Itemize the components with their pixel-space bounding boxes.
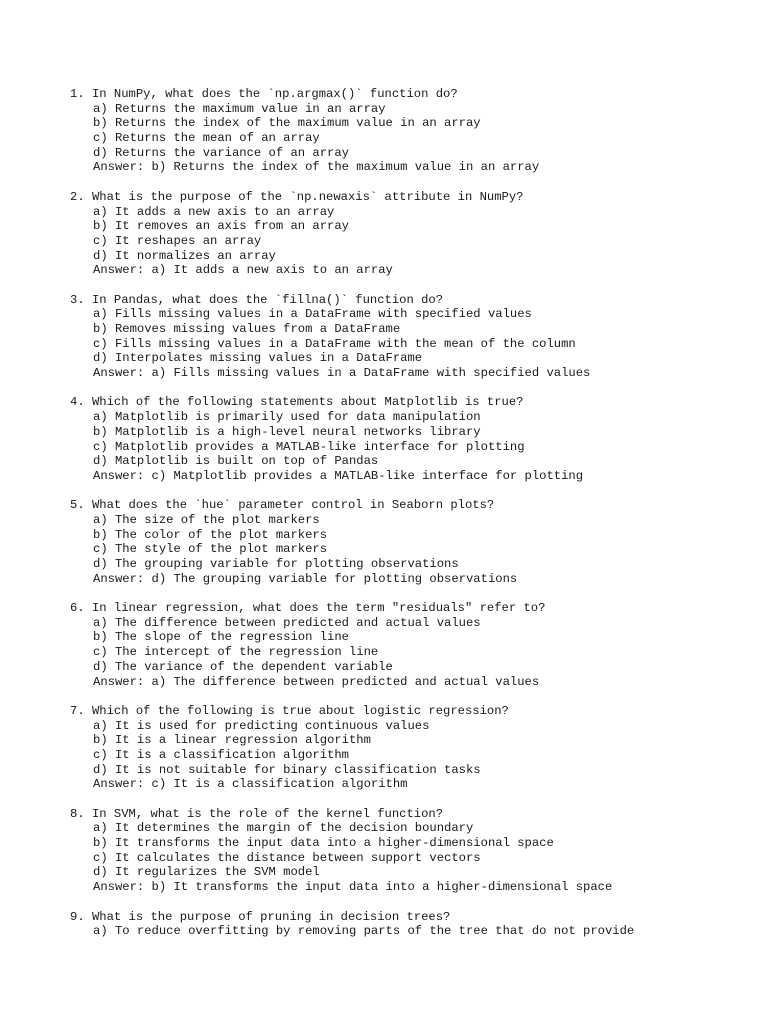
option-c: c) It reshapes an array — [93, 233, 262, 248]
question-text: In SVM, what is the role of the kernel function? — [91, 806, 444, 821]
question-text: What does the `hue` parameter control in Seaborn plots? — [91, 498, 495, 513]
option-c: c) Returns the mean of an array — [93, 131, 320, 146]
option-b: b) Returns the index of the maximum value in an array — [93, 116, 481, 131]
question-text: In Pandas, what does the `fillna()` function do? — [91, 292, 444, 307]
option-b: b) It transforms the input data into a higher-dimensional space — [93, 836, 554, 851]
question-number: 6. — [70, 601, 85, 616]
option-a: a) It is used for predicting continuous values — [93, 718, 430, 733]
question-number: 8. — [70, 806, 85, 821]
question-text: Which of the following statements about Matplotlib is true? — [91, 395, 524, 410]
question-7 — [70, 704, 760, 792]
option-a: a) Matplotlib is primarily used for data manipulation — [93, 410, 481, 425]
question-number: 4. — [70, 395, 85, 410]
question-3 — [70, 293, 760, 381]
answer-line: Answer: c) It is a classification algorithm — [93, 777, 408, 792]
option-a: a) To reduce overfitting by removing parts of the tree that do not provide — [93, 924, 635, 939]
answer-line: Answer: c) Matplotlib provides a MATLAB-like interface for plotting — [93, 468, 584, 483]
option-c: c) Fills missing values in a DataFrame with the mean of the column — [93, 336, 576, 351]
answer-line: Answer: a) The difference between predicted and actual values — [93, 674, 540, 689]
option-a: a) Fills missing values in a DataFrame with specified values — [93, 307, 532, 322]
answer-line: Answer: b) It transforms the input data into a higher-dimensional space — [93, 880, 613, 895]
question-number: 2. — [70, 189, 85, 204]
question-number: 7. — [70, 703, 85, 718]
question-text: What is the purpose of the `np.newaxis` attribute in NumPy? — [91, 189, 524, 204]
option-d: d) Interpolates missing values in a DataFrame — [93, 351, 423, 366]
option-d: d) Returns the variance of an array — [93, 145, 349, 160]
option-b: b) It removes an axis from an array — [93, 219, 349, 234]
option-b: b) It is a linear regression algorithm — [93, 733, 371, 748]
option-d: d) It regularizes the SVM model — [93, 865, 320, 880]
option-a: a) It determines the margin of the decision boundary — [93, 821, 474, 836]
option-d: d) Matplotlib is built on top of Pandas — [93, 454, 379, 469]
answer-line: Answer: d) The grouping variable for plotting observations — [93, 571, 518, 586]
question-number: 1. — [70, 87, 85, 101]
option-a: a) The size of the plot markers — [93, 512, 320, 527]
option-d: d) The variance of the dependent variable — [93, 659, 393, 674]
question-text: Which of the following is true about logistic regression? — [91, 703, 509, 718]
option-c: c) Matplotlib provides a MATLAB-like interface for plotting — [93, 439, 525, 454]
question-2 — [70, 190, 760, 278]
question-number: 9. — [70, 909, 85, 924]
option-a: a) The difference between predicted and actual values — [93, 615, 481, 630]
question-9 — [70, 910, 760, 939]
question-4 — [70, 395, 760, 483]
option-d: d) The grouping variable for plotting observations — [93, 557, 459, 571]
question-number: 3. — [70, 292, 85, 307]
option-c: c) It calculates the distance between support vectors — [93, 850, 481, 865]
question-6 — [70, 601, 760, 689]
question-text: In NumPy, what does the `np.argmax()` function do? — [91, 87, 458, 101]
option-b: b) The color of the plot markers — [93, 527, 328, 542]
option-a: a) It adds a new axis to an array — [93, 204, 335, 219]
question-number: 5. — [70, 498, 85, 513]
question-5 — [70, 498, 760, 586]
option-b: b) Matplotlib is a high-level neural networks library — [93, 424, 481, 439]
question-1 — [70, 87, 760, 175]
question-text: What is the purpose of pruning in decision trees? — [91, 909, 451, 924]
option-c: c) The intercept of the regression line — [93, 645, 379, 660]
option-c: c) It is a classification algorithm — [93, 747, 349, 762]
document-page — [70, 87, 760, 954]
option-a: a) Returns the maximum value in an array — [93, 101, 386, 116]
option-d: d) It normalizes an array — [93, 248, 276, 263]
question-8 — [70, 807, 760, 895]
option-b: b) Removes missing values from a DataFrame — [93, 322, 401, 336]
answer-line: Answer: b) Returns the index of the maximum value in an array — [93, 160, 540, 175]
answer-line: Answer: a) Fills missing values in a DataFrame with specified values — [93, 366, 591, 381]
option-b: b) The slope of the regression line — [93, 630, 349, 645]
question-text: In linear regression, what does the term "residuals" refer to? — [91, 601, 546, 616]
answer-line: Answer: a) It adds a new axis to an array — [93, 263, 393, 278]
option-c: c) The style of the plot markers — [93, 542, 328, 557]
option-d: d) It is not suitable for binary classification tasks — [93, 762, 481, 777]
